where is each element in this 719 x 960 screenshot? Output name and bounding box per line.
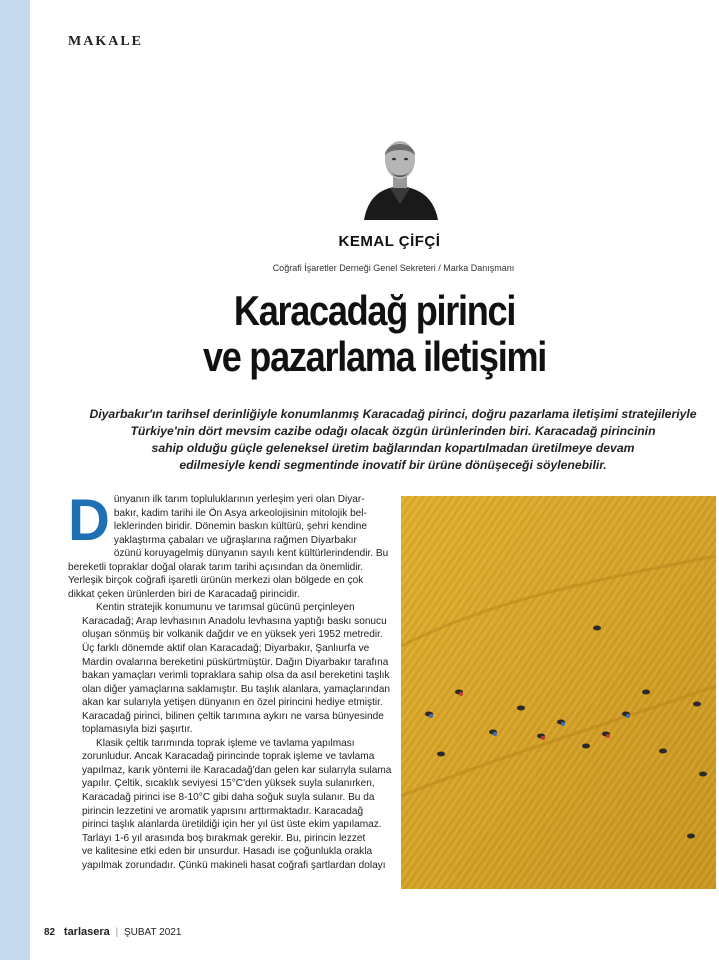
body-line: Klasik çeltik tarımında toprak işleme ve tavlama yapılması — [96, 737, 355, 749]
lead-line: Türkiye'nin dört mevsim cazibe odağı olacak özgün ürünlerinden biri. Karacadağ pirincinin — [130, 424, 656, 438]
author-name: KEMAL ÇİFÇİ — [338, 233, 441, 250]
article-body — [68, 488, 392, 872]
body-line: akan kar sularıyla yetişen dünyanın en özel pirincini hediye etmiştir. — [82, 697, 383, 709]
side-color-band — [0, 0, 30, 960]
body-line: Üç farklı dönemde aktif olan Karacadağ; Diyarbakır, Şanlıurfa ve — [82, 643, 370, 655]
rice-field-photo — [401, 496, 716, 889]
issue-date: ŞUBAT 2021 — [123, 927, 182, 938]
body-line: bakan yamaçları verimli topraklara sahip olsa da asıl bereketini taşlık — [82, 670, 390, 682]
lead-paragraph — [78, 406, 708, 474]
headline-line: ve pazarlama iletişimi — [202, 333, 547, 380]
body-paragraph — [68, 737, 390, 872]
body-line: dikkat çeken ürünlerden biri de Karacadağ pirincidir. — [68, 588, 300, 600]
lead-line: edilmesiyle kendi segmentinde inovatif bir ürüne dönüşeceği söylenebilir. — [179, 458, 607, 472]
author-portrait — [360, 128, 440, 220]
body-line: yaklaştırma çabaları ve uğraşlarına rağmen Diyarbakır — [113, 534, 357, 546]
body-line: bereketli topraklar doğal olarak tarım tarihi açısından da önemlidir. — [68, 561, 364, 573]
body-line: pirinci taşlık alanlarda üretildiği için her yıl üst üste ekim yapılamaz. — [82, 819, 382, 831]
article-headline — [78, 288, 671, 380]
body-line: pirincin lezzetini ve aromatik yapısını arttırmaktadır. Karacadağ — [82, 805, 364, 817]
body-line: Kentin stratejik konumunu ve tarımsal gücünü perçinleyen — [96, 602, 355, 614]
body-line: yapılır. Çeltik, sıcaklık seviyesi 15°C'den yüksek suyla sulanırken, — [82, 778, 375, 790]
magazine-name: tarlasera — [63, 926, 110, 938]
author-role: Coğrafi İşaretler Derneği Genel Sekreteri / Marka Danışmanı — [272, 263, 515, 273]
body-line: Karacadağ pirinci ise 8-10°C gibi daha soğuk suyla sulanır. Bu da — [82, 792, 375, 804]
drop-cap: D — [68, 488, 110, 553]
body-line: Karacadağ pirinci, bilinen çeltik tarımına aykırı ne varsa bünyesinde — [82, 710, 384, 722]
headline-line: Karacadağ pirinci — [233, 287, 516, 334]
lead-line: Diyarbakır'ın tarihsel derinliğiyle konumlanmış Karacadağ pirinci, doğru pazarlama iletişimi stratejileriyle — [89, 407, 697, 421]
body-line: özünü koruyagelmiş dünyanın sayılı kent kültürlerindendir. Bu — [113, 548, 389, 560]
body-line: yapılmaz, karık yöntemi ile Karacadağ'dan gelen kar sularıyla sulama — [82, 764, 392, 776]
body-line: leklerinden biridir. Dönemin baskın kültürü, şehri kendine — [113, 521, 367, 533]
body-line: Karacadağ; Arap levhasının Anadolu levhasına yaptığı baskı sonucu — [82, 615, 387, 627]
body-line: Tarlayı 1-6 yıl arasında boş bırakmak gerekir. Bu, pirincin lezzet — [82, 832, 366, 844]
footer-separator: | — [115, 927, 119, 938]
body-paragraph — [68, 601, 390, 736]
body-line: olan diğer yamaçlarına saklamıştır. Bu taşlık alanlara, yamaçlarından — [82, 683, 391, 695]
body-line: oluşan sönmüş bir volkanik dağdır ve en yüksek yeri 1952 metredir. — [82, 629, 383, 641]
body-line: toplamasıyla bizi şaşırtır. — [82, 724, 193, 736]
body-paragraph — [68, 488, 390, 601]
body-line: ve kalitesine etki eden bir unsurdur. Hasadı ise çoğunlukla orakla — [82, 846, 373, 858]
body-line: ünyanın ilk tarım topluluklarının yerleşim yeri olan Diyar- — [113, 494, 365, 505]
page-number: 82 — [44, 927, 56, 938]
section-label: MAKALE — [68, 34, 143, 49]
body-line: zorunludur. Ancak Karacadağ pirincinde toprak işleme ve tavlama — [82, 751, 375, 763]
body-line: Yerleşik birçok coğrafi işaretli ürünün merkezi olan bölgede en çok — [68, 575, 364, 587]
lead-line: sahip olduğu güçle geleneksel üretim bağlarından kopartılmadan üretilmeye devam — [151, 441, 635, 455]
body-line: yapılmak zorundadır. Çünkü makineli hasat coğrafi şartlardan dolayı — [82, 859, 386, 871]
body-line: bakır, kadim tarihi ile Ön Asya arkeolojisinin mitolojik bel- — [113, 507, 367, 519]
body-line: Mardin ovalarına bereketini püskürtmüştür. Dağın Diyarbakır tarafına — [82, 656, 389, 668]
page-footer — [44, 926, 181, 938]
